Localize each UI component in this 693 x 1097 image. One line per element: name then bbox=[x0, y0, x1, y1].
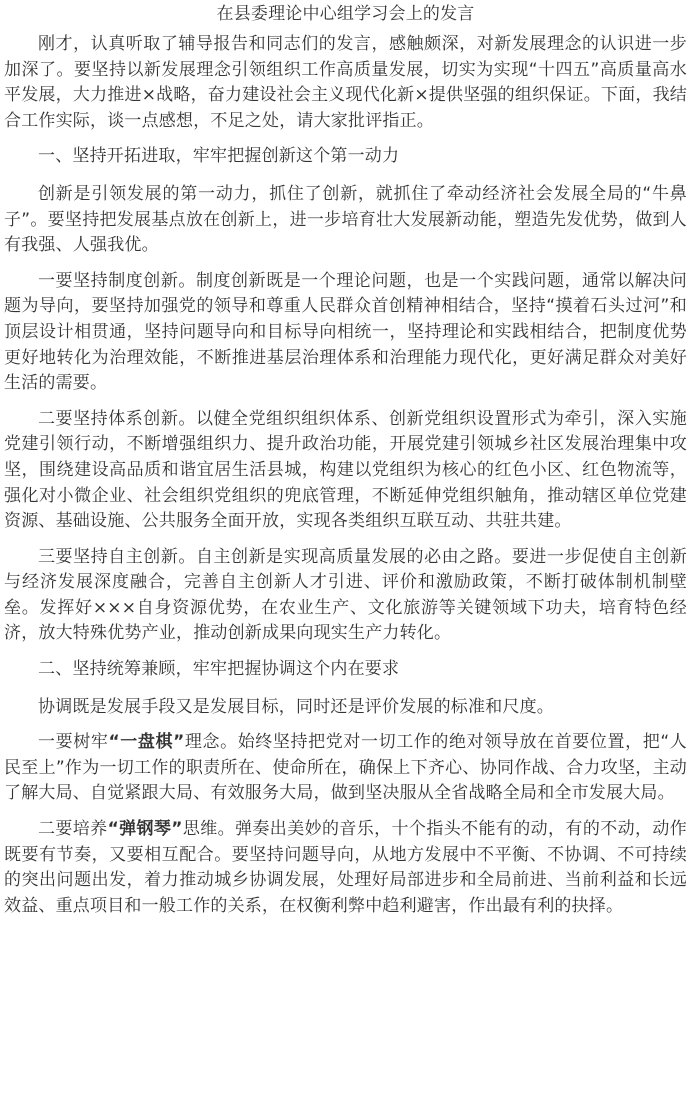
section-2-lead-paragraph: 协调既是发展手段又是发展目标，同时还是评价发展的标准和尺度。 bbox=[38, 696, 554, 717]
point-2-bold-term: “弹钢琴” bbox=[107, 819, 183, 840]
section-1-point-1-paragraph: 一要坚持制度创新。制度创新既是一个理论问题，也是一个实践问题，通常以解决问题为导向，要坚持加强党的领导和尊重人民群众首创精神相结合，坚持“摸着石头过河”和顶层设计相贯通，坚持问题导向和目标导向相统一，坚持理论和实践相结合，把制度优势更好地转化为治理效能，不断推进基层治理体系和治理能力现代化，更好满足群众对美好生活的需要。 bbox=[4, 270, 687, 394]
section-2-point-1-paragraph bbox=[4, 730, 687, 807]
point-1-body: 理念。始终坚持把党对一切工作的绝对领导放在首要位置，把“人民至上”作为一切工作的职责所在、使命所在，确保上下齐心、协同作战、合力攻坚，主动了解大局、自觉紧跟大局、有效服务大局，做到坚决服从全省战略全局和全市发展大局。 bbox=[4, 732, 687, 804]
section-2-point-2-paragraph bbox=[4, 817, 687, 919]
document-title: 在县委理论中心组学习会上的发言 bbox=[216, 4, 475, 24]
section-2-heading: 二、坚持统筹兼顾，牢牢把握协调这个内在要求 bbox=[38, 659, 400, 680]
section-1-lead-paragraph: 创新是引领发展的第一动力，抓住了创新，就抓住了牵动经济社会发展全局的“牛鼻子”。要坚持把发展基点放在创新上，进一步培育壮大发展新动能，塑造先发优势，做到人有我强、人强我优。 bbox=[4, 183, 687, 256]
point-1-prefix: 一要树牢 bbox=[38, 732, 109, 753]
point-1-bold-term: “一盘棋” bbox=[108, 732, 185, 753]
section-1-point-2-paragraph: 二要坚持体系创新。以健全党组织组织体系、创新党组织设置形式为牵引，深入实施党建引领行动，不断增强组织力、提升政治功能，开展党建引领城乡社区发展治理集中攻坚，围绕建设高品质和谐宜居生活县城，构建以党组织为核心的红色小区、红色物流等，强化对小微企业、社会组织党组织的兜底管理，不断延伸党组织触角，推动辖区单位党建资源、基础设施、公共服务全面开放，实现各类组织互联互动、共驻共建。 bbox=[4, 408, 687, 532]
section-1-heading: 一、坚持开拓进取，牢牢把握创新这个第一动力 bbox=[38, 146, 400, 167]
point-2-prefix: 二要培养 bbox=[38, 819, 108, 840]
intro-paragraph: 刚才，认真听取了辅导报告和同志们的发言，感触颇深，对新发展理念的认识进一步加深了。要坚持以新发展理念引领组织工作高质量发展，切实为实现“十四五”高质量高水平发展，大力推进×战略，奋力建设社会主义现代化新×提供坚强的组织保证。下面，我结合工作实际，谈一点感想，不足之处，请大家批评指正。 bbox=[4, 34, 687, 131]
point-2-body: 思维。弹奏出美妙的音乐，十个指头不能有的动，有的不动，动作既要有节奏，又要相互配合。要坚持问题导向，从地方发展中不平衡、不协调、不可持续的突出问题出发，着力推动城乡协调发展，处理好局部进步和全局前进、当前利益和长远效益、重点项目和一般工作的关系，在权衡利弊中趋利避害，作出最有利的抉择。 bbox=[4, 819, 687, 916]
section-1-point-3-paragraph: 三要坚持自主创新。自主创新是实现高质量发展的必由之路。要进一步促使自主创新与经济发展深度融合，完善自主创新人才引进、评价和激励政策，不断打破体制机制壁垒。发挥好×××自身资源优势，在农业生产、文化旅游等关键领域下功夫，培育特色经济，放大特殊优势产业，推动创新成果向现实生产力转化。 bbox=[4, 546, 687, 644]
